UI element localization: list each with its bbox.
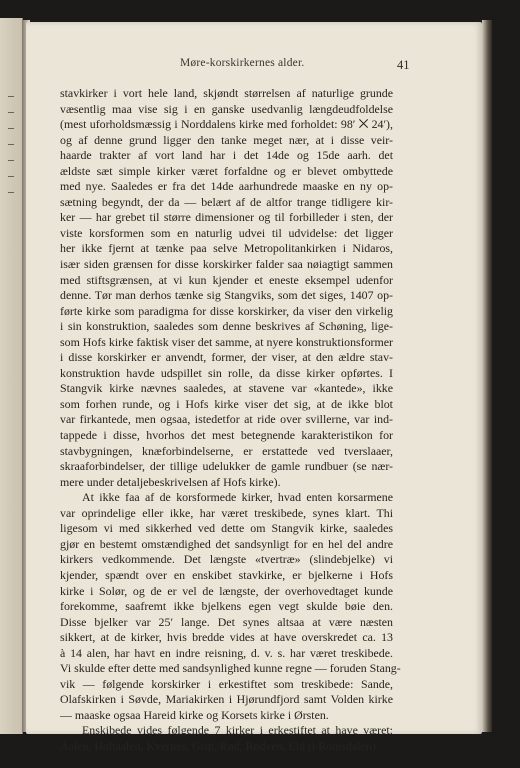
text-line: stavkirker i vort hele land, skjøndt størrelsen af naturlige grunde: [60, 86, 393, 100]
text-line: tappede i disse, hvorhos det mest betegnende karakteristikon for: [60, 428, 393, 443]
text-line: haarde trakter af vort land har i det 14de og 15de aarh. det: [60, 148, 393, 163]
text-line: à 14 alen, har havt en indre reisning, d. v. s. har været treskibede.: [60, 645, 393, 660]
facing-page-mark: [8, 128, 14, 129]
text-line: i disse korskirker er anvendt, former, der viser, at den ældre stav-: [60, 350, 393, 365]
text-line: kjender, spændt over en enskibet stavkirke, er bjelkerne i Hofs: [60, 567, 393, 582]
facing-page-mark: [8, 176, 14, 177]
text-line: ældste sæt simple kirker været forfaldne og er blevet ombyttede: [60, 163, 393, 178]
text-line: væsentlig maa vise sig i en ganske usedvanlig længdeudfoldelse: [60, 101, 393, 116]
running-head: Møre-korskirkernes alder.: [180, 57, 305, 69]
text-line: sikkert, at de kirker, hvis bredde vides at have overskredet ca. 13: [60, 630, 393, 645]
text-line: denne. Tør man derhos tænke sig Stangviks, som det siges, 1407 op-: [60, 288, 393, 303]
text-line: som forhen runde, og i Hofs kirke viser det sig, at de ikke blot: [60, 396, 393, 411]
text-line: Stangvik kirke nævnes saaledes, at stavene var «kantede», ikke: [60, 381, 393, 396]
text-line: var oprindelige eller ikke, har været treskibede, synes klart. Thi: [60, 505, 393, 520]
text-line: Vi skulde efter dette med sandsynlighed kunne regne — foruden Stang-: [60, 661, 401, 676]
text-line: med nye. Saaledes er fra det 14de aarhundrede maaske en ny op-: [60, 179, 393, 194]
facing-page-mark: [8, 96, 14, 97]
text-line: gjør en bestemt omstændighed det sandsynligt for en hel del andre: [60, 536, 393, 551]
text-line: især siden grænsen for disse korskirker falder saa nøiagtigt sammen: [60, 257, 393, 272]
body-text: [60, 86, 401, 755]
text-line: med stiftsgrænsen, at vi kun kjender et eneste eksempel udenfor: [60, 272, 393, 287]
text-line: som Hofs kirke faktisk viser det samme, at nyere konstruktionsformer: [60, 334, 393, 349]
text-line: At ikke faa af de korsformede kirker, hvad enten korsarmene: [82, 490, 393, 505]
text-line: her ikke fjernt at tænke paa selve Metropolitankirken i Nidaros,: [60, 241, 393, 256]
text-line: i sin konstruktion, saaledes som denne beskrives af Schøning, lige-: [60, 319, 393, 334]
facing-page-mark: [8, 192, 14, 193]
text-line: Olafskirken i Søvde, Mariakirken i Hjørundfjord samt Volden kirke: [60, 692, 393, 707]
text-line: skraaforbindelser, der tillige udelukker de gamle rundbuer (se nær-: [60, 459, 393, 474]
text-line: og af denne grund ligger den tanke meget nær, at i disse veir-: [60, 132, 393, 147]
facing-page-mark: [8, 144, 14, 145]
facing-page-mark: [8, 112, 14, 113]
text-line: ligesom vi med sikkerhed ved dette om Stangvik kirke, saaledes: [60, 521, 393, 536]
page-number: 41: [397, 58, 410, 72]
facing-page-mark: [8, 160, 14, 161]
text-line: konstruktion havde udspillet sin rolle, da disse kirker opførtes. I: [60, 365, 393, 380]
facing-page-edge: [0, 18, 23, 734]
text-line: mere under detaljebeskrivelsen af Hofs kirke).: [60, 474, 281, 489]
text-line: Enskibede vides følgende 7 kirker i erkestiftet at have været:: [82, 723, 393, 738]
text-line: ker — har grebet til større dimensioner og til forbilleder i sten, der: [60, 210, 393, 225]
text-line: Disse bjelker var 25′ lange. Det synes altsaa at være næsten: [60, 614, 393, 629]
text-line: vik — følgende korskirker i erkestiftet som treskibede: Sande,: [60, 676, 393, 691]
text-line: stavbygningen, knæforbindelserne, er erstattede ved tverslaaer,: [60, 443, 393, 458]
text-line: kirkers vedkommende. Det længste «tvertræ» (slindebjelke) vi: [60, 552, 393, 567]
text-line: (mest uforholdsmæssig i Norddalens kirke med forholdet: 98′ ⨉ 24′),: [60, 117, 393, 132]
text-line: — maaske ogsaa Hareid kirke og Korsets kirke i Ørsten.: [60, 707, 329, 722]
text-line: Aalen, Holtaalen, Kvernes, Grip, Rød, Rødven, Eid (i Romsdalen).: [60, 738, 379, 753]
text-line: viste korsformen som en naturlig udvei til udvidelse: det ligger: [60, 225, 393, 240]
text-line: førte kirke som paradigma for disse korskirker, da viser den virkelig: [60, 303, 393, 318]
page-edge: [482, 20, 492, 732]
text-line: sætning begyndt, der da — belært af de altfor trange tidligere kir-: [60, 194, 393, 209]
text-line: forekomme, saafremt ikke bjelkens egen vegt skulde bøie den.: [60, 599, 393, 614]
text-line: kirke i Solør, og de er vel de længste, der overhovedtaget kunde: [60, 583, 393, 598]
text-line: var firkantede, men ogsaa, istedetfor at ride over svillerne, var ind-: [60, 412, 393, 427]
